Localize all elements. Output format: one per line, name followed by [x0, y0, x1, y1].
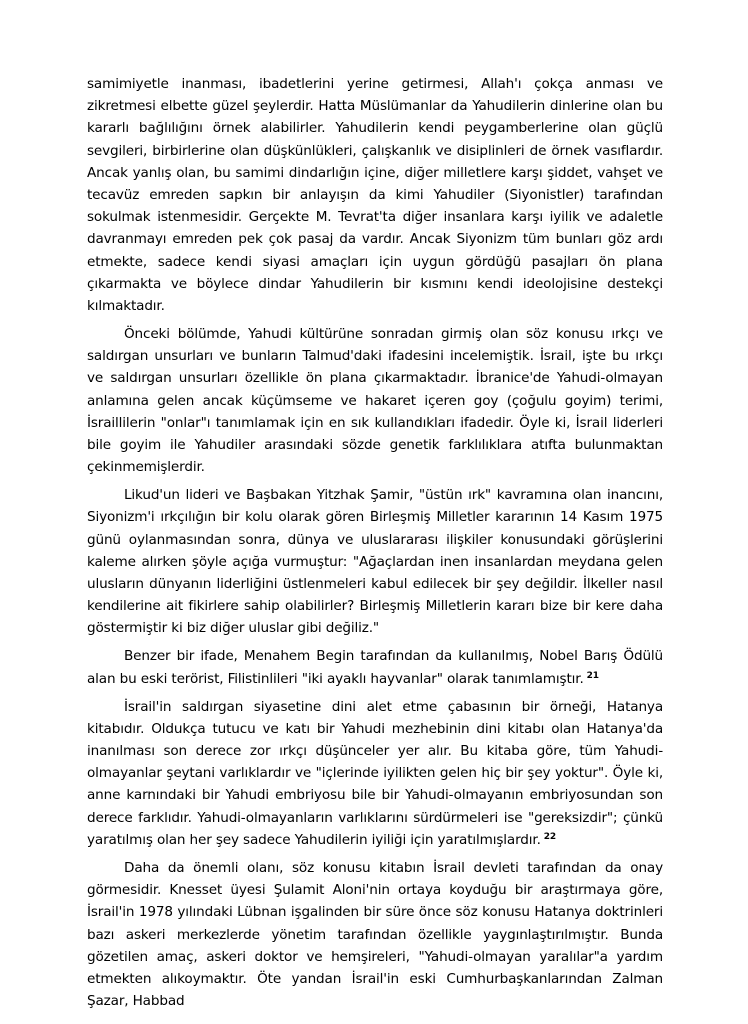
- document-page: [87, 73, 663, 1018]
- footnote-ref-22: 22: [543, 831, 556, 842]
- paragraph-4: [87, 645, 663, 689]
- paragraph-text: Daha da önemli olanı, söz konusu kitabın İsrail devleti tarafından da onay görmesidir. Knesset üyesi Şulamit Aloni'nin ortaya koyduğu bir araştırmaya göre, İsrail'in 1978 yılındaki Lübnan işgalinden bir süre önce söz konusu Hatanya doktrinleri bazı askeri merkezlerde yönetim tarafından özellikle yaygınlaştırılmıştır. Bunda gözetilen amaç, askeri doktor ve hemşireleri, "Yahudi-olmayan yaralılar"a yardım etmekten alıkoymaktır. Öte yandan İsrail'in eski Cumhurbaşkanlarından Zalman Şazar, Habbad: [87, 859, 663, 1010]
- paragraph-2: [87, 323, 663, 478]
- paragraph-1: [87, 73, 663, 317]
- paragraph-text: Benzer bir ifade, Menahem Begin tarafından da kullanılmış, Nobel Barış Ödülü alan bu eski terörist, Filistinlileri "iki ayaklı hayvanlar" olarak tanımlamıştır.: [87, 648, 663, 687]
- footnote-ref-21: 21: [586, 670, 599, 681]
- paragraph-6: [87, 857, 663, 1012]
- paragraph-5: [87, 696, 663, 851]
- paragraph-text: Önceki bölümde, Yahudi kültürüne sonradan girmiş olan söz konusu ırkçı ve saldırgan unsurları ve bunların Talmud'daki ifadesini incelemiştik. İsrail, işte bu ırkçı ve saldırgan unsurları özellikle ön plana çıkarmaktadır. İbranice'de Yahudi-olmayan anlamına gelen ancak küçümseme ve hakaret içeren goy (çoğulu goyim) terimi, İsraillilerin "onlar"ı tanımlamak için en sık kullandıkları ifadedir. Öyle ki, İsrail liderleri bile goyim ile Yahudiler arasındaki sözde genetik farklılıklara atıfta bulunmaktan çekinmemişlerdir.: [87, 326, 663, 476]
- paragraph-text: Likud'un lideri ve Başbakan Yitzhak Şamir, "üstün ırk" kavramına olan inancını, Siyonizm'i ırkçılığın bir kolu olarak gören Birleşmiş Milletler kararının 14 Kasım 1975 günü oylanmasından sonra, dünya ve uluslararası ilişkiler konusundaki görüşlerini kaleme alırken şöyle açığa vurmuştur: "Ağaçlardan inen insanlardan meydana gelen ulusların dünyanın liderliğini üstlenmeleri kabul edilecek bir şey değildir. İlkeller nasıl kendilerine ait fikirlere sahip olabilirler? Birleşmiş Milletlerin kararı bize bir kere daha göstermiştir ki biz diğer uluslar gibi değiliz.": [87, 487, 663, 637]
- paragraph-text: samimiyetle inanması, ibadetlerini yerine getirmesi, Allah'ı çokça anması ve zikretmesi elbette güzel şeylerdir. Hatta Müslümanlar da Yahudilerin dinlerine olan bu kararlı bağlılığını örnek alabilirler. Yahudilerin kendi peygamberlerine olan güçlü sevgileri, birbirlerine olan düşkünlükleri, çalışkanlık ve disiplinleri de örnek vasıflardır. Ancak yanlış olan, bu samimi dindarlığın içine, diğer milletlere karşı şiddet, vahşet ve tecavüz emreden sapkın bir anlayışın da kimi Yahudiler (Siyonistler) tarafından sokulmak istenmesidir. Gerçekte M. Tevrat'ta diğer insanlara karşı iyilik ve adaletle davranmayı emreden pek çok pasaj da vardır. Ancak Siyonizm tüm bunları göz ardı etmekte, sadece kendi siyasi amaçları için uygun gördüğü pasajları ön plana çıkarmakta ve böylece dindar Yahudilerin bir kısmını kendi ideolojisine destekçi kılmaktadır.: [87, 76, 663, 315]
- paragraph-text: İsrail'in saldırgan siyasetine dini alet etme çabasının bir örneği, Hatanya kitabıdır. Oldukça tutucu ve katı bir Yahudi mezhebinin dini kitabı olan Hatanya'da inanılması son derece zor ırkçı düşünceler yer alır. Bu kitaba göre, tüm Yahudi-olmayanlar şeytani varlıklardır ve "içlerinde iyilikten gelen hiç bir şey yoktur". Öyle ki, anne karnındaki bir Yahudi embriyosu bile bir Yahudi-olmayanın embriyosundan son derece farklıdır. Yahudi-olmayanların varlıklarını sürdürmeleri ise "gereksizdir"; çünkü yaratılmış olan her şey sadece Yahudilerin iyiliği için yaratılmışlardır.: [87, 698, 663, 848]
- paragraph-3: [87, 484, 663, 639]
